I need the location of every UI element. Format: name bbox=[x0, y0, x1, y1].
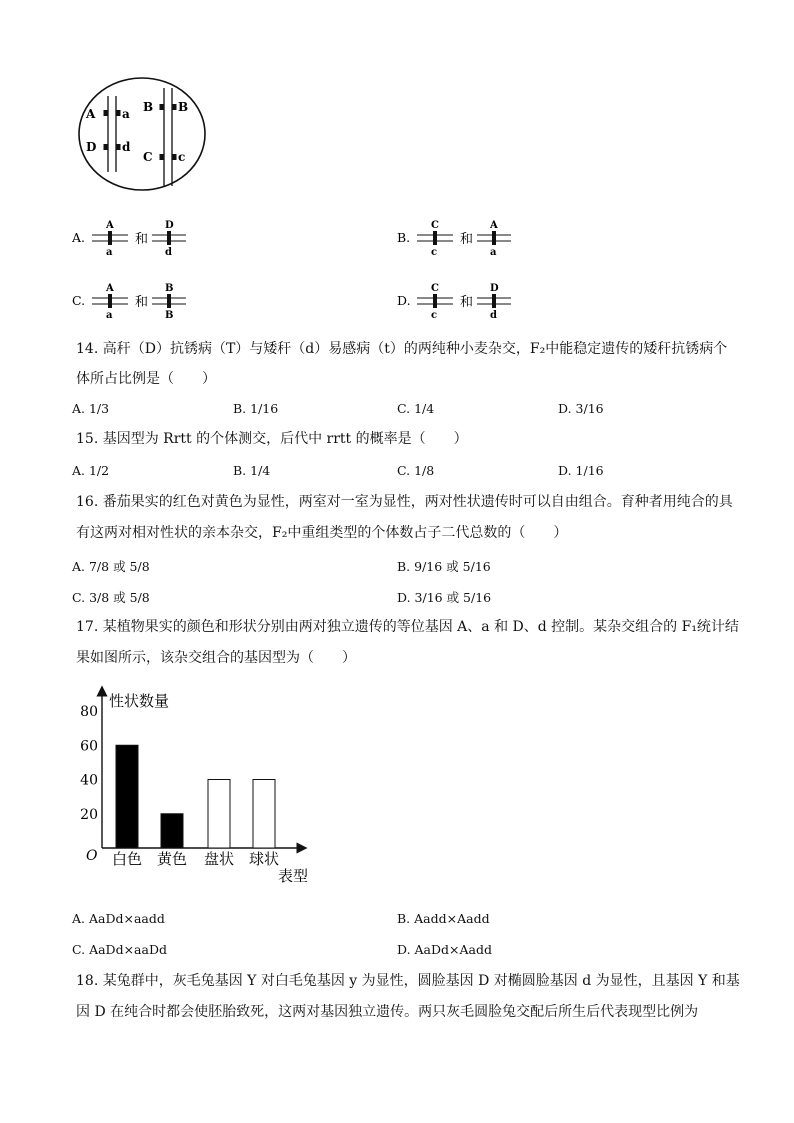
option-letter: C. bbox=[72, 293, 86, 308]
join-word: 和 bbox=[460, 295, 474, 310]
bar-1 bbox=[161, 814, 183, 848]
right-pair-bottom-gene: d bbox=[165, 247, 172, 258]
right-pair-top-gene: D bbox=[490, 283, 499, 294]
option-b: B. Aadd×Aadd bbox=[397, 911, 490, 926]
gene-label: c bbox=[178, 150, 186, 164]
option-b: B. 1/16 bbox=[233, 401, 279, 416]
cell-chromosome-diagram bbox=[76, 76, 208, 192]
gene-label: C bbox=[143, 150, 153, 164]
option-d: D. 3/16 或 5/16 bbox=[397, 590, 492, 605]
join-word: 和 bbox=[135, 295, 149, 310]
option-a: A. AaDd×aadd bbox=[72, 911, 165, 926]
origin-label: O bbox=[86, 848, 98, 864]
gene-label: D bbox=[86, 140, 97, 154]
q13-option-a bbox=[72, 218, 222, 264]
left-pair-top-gene: A bbox=[106, 220, 114, 231]
left-pair-top-gene: A bbox=[106, 283, 114, 294]
option-c: C. AaDd×aaDd bbox=[72, 942, 167, 957]
right-pair-bottom-gene: a bbox=[490, 247, 497, 258]
option-a: A. 7/8 或 5/8 bbox=[72, 559, 150, 574]
q13-option-d bbox=[397, 281, 547, 327]
left-pair-bottom-gene: a bbox=[106, 310, 113, 321]
join-word: 和 bbox=[135, 232, 149, 247]
bar-2 bbox=[208, 780, 230, 849]
option-letter: D. bbox=[397, 293, 411, 308]
question-16-text: 有这两对相对性状的亲本杂交，F₂中重组类型的个体数占子二代总数的（ ） bbox=[76, 525, 568, 541]
left-pair-bottom-gene: a bbox=[106, 247, 113, 258]
gene-label: B bbox=[143, 100, 154, 114]
right-pair-top-gene: B bbox=[165, 283, 174, 294]
y-tick-label: 80 bbox=[80, 704, 98, 720]
phenotype-bar-chart bbox=[72, 685, 322, 890]
question-18-text: 因 D 在纯合时都会使胚胎致死，这两对基因独立遗传。两只灰毛圆脸兔交配后所生后代表现型比例为 bbox=[76, 1004, 699, 1020]
option-b: B. 9/16 或 5/16 bbox=[397, 559, 491, 574]
left-pair-bottom-gene: c bbox=[431, 310, 438, 321]
left-pair-top-gene: C bbox=[431, 220, 439, 231]
right-pair-top-gene: D bbox=[165, 220, 174, 231]
y-tick-label: 60 bbox=[80, 738, 98, 755]
question-15-text: 15. 基因型为 Rrtt 的个体测交，后代中 rrtt 的概率是（ ） bbox=[76, 431, 468, 447]
category-label: 盘状 bbox=[203, 850, 235, 868]
gene-label: B bbox=[178, 100, 189, 114]
right-pair-bottom-gene: d bbox=[490, 310, 497, 321]
option-b: B. 1/4 bbox=[233, 463, 271, 478]
option-letter: B. bbox=[397, 230, 411, 245]
option-d: D. 3/16 bbox=[558, 401, 604, 416]
bar-0 bbox=[116, 745, 138, 848]
y-axis-label: 性状数量 bbox=[109, 692, 170, 710]
category-label: 白色 bbox=[111, 850, 143, 868]
q13-option-b bbox=[397, 218, 547, 264]
y-tick-label: 40 bbox=[80, 772, 98, 789]
option-d: D. AaDd×Aadd bbox=[397, 942, 492, 957]
gene-label: A bbox=[86, 107, 96, 121]
join-word: 和 bbox=[460, 232, 474, 247]
bar-3 bbox=[253, 780, 275, 849]
question-17-text: 17. 某植物果实的颜色和形状分别由两对独立遗传的等位基因 A、a 和 D、d 控制。某杂交组合的 F₁统计结 bbox=[76, 619, 739, 635]
right-pair-bottom-gene: B bbox=[165, 310, 174, 321]
option-d: D. 1/16 bbox=[558, 463, 604, 478]
option-a: A. 1/2 bbox=[72, 463, 110, 478]
option-c: C. 1/4 bbox=[397, 401, 435, 416]
option-c: C. 3/8 或 5/8 bbox=[72, 590, 150, 605]
right-pair-top-gene: A bbox=[490, 220, 498, 231]
question-14-text: 14. 高秆（D）抗锈病（T）与矮秆（d）易感病（t）的两纯种小麦杂交，F₂中能稳定遗传的矮秆抗锈病个 bbox=[76, 341, 728, 357]
option-a: A. 1/3 bbox=[72, 401, 110, 416]
x-axis-label: 表型 bbox=[278, 867, 309, 885]
y-tick-label: 20 bbox=[80, 806, 98, 823]
option-letter: A. bbox=[72, 230, 86, 245]
category-label: 黄色 bbox=[156, 850, 188, 868]
category-label: 球状 bbox=[248, 850, 280, 868]
question-16-text: 16. 番茄果实的红色对黄色为显性，两室对一室为显性，两对性状遗传时可以自由组合。育种者用纯合的具 bbox=[76, 494, 733, 510]
question-14-text: 体所占比例是（ ） bbox=[76, 371, 216, 387]
question-17-text: 果如图所示，该杂交组合的基因型为（ ） bbox=[76, 650, 356, 666]
left-pair-top-gene: C bbox=[431, 283, 439, 294]
q13-option-c bbox=[72, 281, 222, 327]
left-pair-bottom-gene: c bbox=[431, 247, 438, 258]
gene-label: d bbox=[122, 140, 131, 154]
gene-label: a bbox=[122, 107, 130, 121]
option-c: C. 1/8 bbox=[397, 463, 435, 478]
question-18-text: 18. 某兔群中，灰毛兔基因 Y 对白毛兔基因 y 为显性，圆脸基因 D 对椭圆脸基因 d 为显性，且基因 Y 和基 bbox=[76, 973, 740, 989]
